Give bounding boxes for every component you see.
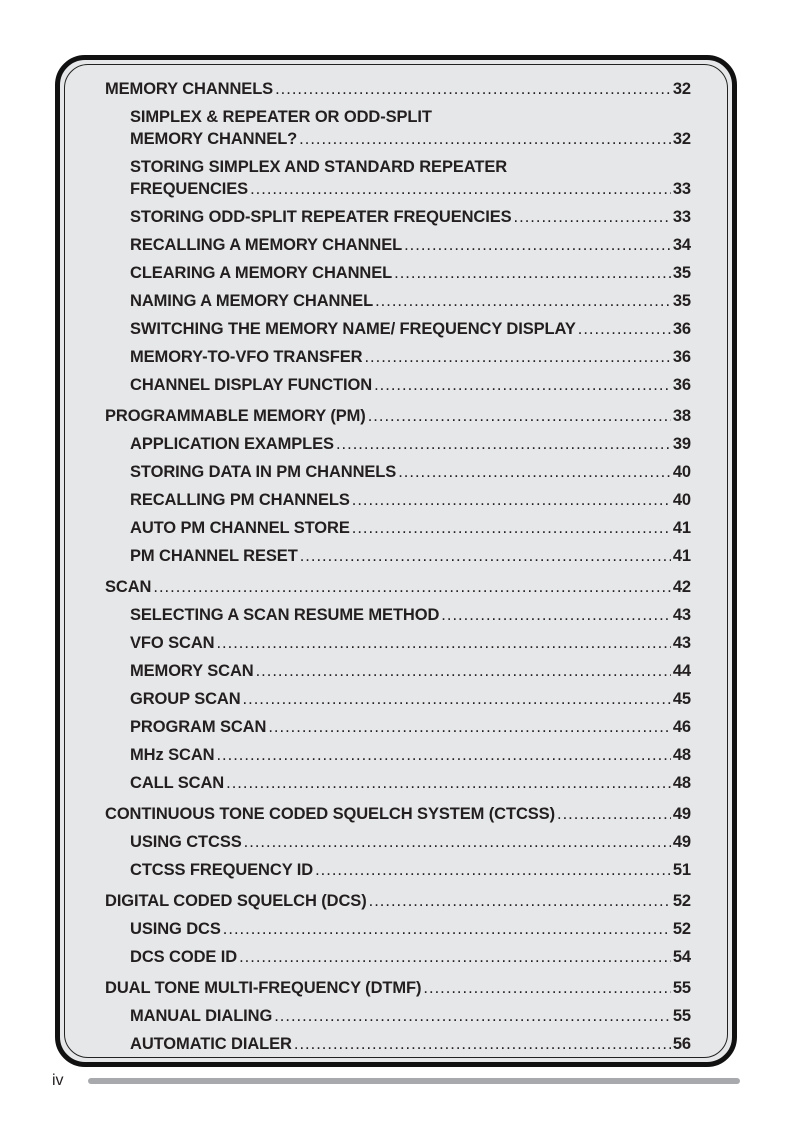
dot-leader	[352, 517, 671, 539]
toc-entry-page: 55	[672, 979, 691, 997]
dot-leader	[398, 461, 671, 483]
toc-entry[interactable]	[105, 800, 691, 828]
toc-entry-title: STORING ODD-SPLIT REPEATER FREQUENCIES	[130, 208, 512, 226]
toc-entry-page: 52	[672, 892, 691, 910]
toc-entry-page: 36	[672, 376, 691, 394]
toc-entry[interactable]	[105, 542, 691, 570]
toc-entry-page: 33	[672, 208, 691, 226]
dot-leader	[244, 831, 671, 853]
dot-leader	[394, 262, 671, 284]
dot-leader	[216, 744, 670, 766]
dot-leader	[274, 1005, 671, 1027]
toc-entry-title: VFO SCAN	[130, 634, 215, 652]
toc-entry-title: USING DCS	[130, 920, 221, 938]
toc-entry-page: 45	[672, 690, 691, 708]
toc-entry-page: 35	[672, 292, 691, 310]
toc-entry-title: CTCSS FREQUENCY ID	[130, 861, 314, 879]
toc-entry-title: SWITCHING THE MEMORY NAME/ FREQUENCY DISPLAY	[130, 320, 576, 338]
toc-entry-page: 34	[672, 236, 691, 254]
toc-entry-page: 49	[672, 805, 691, 823]
toc-entry-page: 41	[672, 519, 691, 537]
dot-leader	[352, 489, 671, 511]
toc-entry-title: APPLICATION EXAMPLES	[130, 435, 334, 453]
dot-leader	[374, 374, 671, 396]
toc-entry-page: 46	[672, 718, 691, 736]
toc-entry[interactable]	[105, 430, 691, 458]
toc-entry-title: FREQUENCIES	[130, 180, 249, 198]
dot-leader	[369, 890, 671, 912]
toc-entry-page: 48	[672, 746, 691, 764]
toc-entry-page: 32	[672, 80, 691, 98]
toc-entry[interactable]	[105, 315, 691, 343]
toc-entry-title: MEMORY CHANNEL?	[130, 130, 298, 148]
toc-entry-title: MEMORY CHANNELS	[105, 80, 274, 98]
toc-entry-title: CHANNEL DISPLAY FUNCTION	[130, 376, 373, 394]
dot-leader	[256, 660, 671, 682]
toc-entry[interactable]	[105, 486, 691, 514]
toc-entry-title: AUTO PM CHANNEL STORE	[130, 519, 350, 537]
toc-entry[interactable]	[105, 343, 691, 371]
toc-entry[interactable]	[105, 974, 691, 1002]
toc-entry[interactable]	[105, 514, 691, 542]
toc-entry[interactable]	[105, 1002, 691, 1030]
toc-entry-title: DUAL TONE MULTI-FREQUENCY (DTMF)	[105, 979, 422, 997]
toc-entry[interactable]	[105, 203, 691, 231]
toc-entry-page: 49	[672, 833, 691, 851]
toc-entry-page: 52	[672, 920, 691, 938]
dot-leader	[294, 1033, 671, 1055]
toc-entry-title: MEMORY SCAN	[130, 662, 254, 680]
dot-leader	[226, 772, 671, 794]
dot-leader	[578, 318, 671, 340]
toc-entry-line[interactable]	[105, 103, 691, 128]
toc-entry-page: 32	[672, 130, 691, 148]
toc-entry[interactable]	[105, 741, 691, 769]
dot-leader	[268, 716, 671, 738]
toc-entry-page: 42	[672, 578, 691, 596]
toc-entry-title: SIMPLEX & REPEATER OR ODD-SPLIT	[130, 108, 432, 126]
toc-entry-title: SCAN	[105, 578, 152, 596]
dot-leader	[300, 545, 671, 567]
dot-leader	[275, 78, 671, 100]
dot-leader	[239, 946, 671, 968]
toc-entry[interactable]	[105, 1030, 691, 1058]
toc-entry-title: MHz SCAN	[130, 746, 215, 764]
toc-entry[interactable]	[105, 128, 691, 153]
toc-entry-title: STORING SIMPLEX AND STANDARD REPEATER	[130, 158, 508, 176]
toc-entry-page: 54	[672, 948, 691, 966]
toc-entry-title: SELECTING A SCAN RESUME METHOD	[130, 606, 440, 624]
dot-leader	[514, 206, 671, 228]
toc-entry-page: 56	[672, 1035, 691, 1053]
dot-leader	[404, 234, 671, 256]
toc-entry-page: 39	[672, 435, 691, 453]
toc-entry-page: 33	[672, 180, 691, 198]
toc-entry[interactable]	[105, 943, 691, 971]
toc-entry-title: CONTINUOUS TONE CODED SQUELCH SYSTEM (CTCSS)	[105, 805, 555, 823]
toc-entry-page: 43	[672, 606, 691, 624]
toc-entry-title: AUTOMATIC DIALER	[130, 1035, 292, 1053]
toc-entry-page: 44	[672, 662, 691, 680]
toc-entry-title: MEMORY-TO-VFO TRANSFER	[130, 348, 363, 366]
toc-entry[interactable]	[105, 371, 691, 399]
toc-entry[interactable]	[105, 573, 691, 601]
toc-entry-title: STORING DATA IN PM CHANNELS	[130, 463, 397, 481]
toc-entry[interactable]	[105, 287, 691, 315]
dot-leader	[375, 290, 671, 312]
dot-leader	[423, 977, 670, 999]
toc-entry-page: 48	[672, 774, 691, 792]
toc-entry[interactable]	[105, 856, 691, 884]
toc-entry[interactable]	[105, 601, 691, 629]
toc-entry[interactable]	[105, 178, 691, 203]
toc-entry-page: 40	[672, 491, 691, 509]
toc-entry-title: DIGITAL CODED SQUELCH (DCS)	[105, 892, 367, 910]
toc-entry-title: GROUP SCAN	[130, 690, 241, 708]
toc-entry[interactable]	[105, 629, 691, 657]
footer-rule	[88, 1078, 740, 1084]
toc-entry[interactable]	[105, 259, 691, 287]
dot-leader	[299, 128, 671, 150]
toc-entry[interactable]	[105, 828, 691, 856]
toc-entry[interactable]	[105, 75, 691, 103]
toc-entry-title: CALL SCAN	[130, 774, 225, 792]
toc-entry-page: 36	[672, 320, 691, 338]
toc-entry[interactable]	[105, 685, 691, 713]
dot-leader	[216, 632, 670, 654]
dot-leader	[223, 918, 671, 940]
page-number: iv	[52, 1072, 64, 1089]
dot-leader	[441, 604, 671, 626]
toc-entry-title: DCS CODE ID	[130, 948, 238, 966]
dot-leader	[336, 433, 671, 455]
toc-entry-title: USING CTCSS	[130, 833, 242, 851]
toc-entry-page: 36	[672, 348, 691, 366]
toc-entry-title: PM CHANNEL RESET	[130, 547, 298, 565]
dot-leader	[153, 576, 670, 598]
toc-entry-title: PROGRAMMABLE MEMORY (PM)	[105, 407, 366, 425]
toc-entry[interactable]	[105, 657, 691, 685]
dot-leader	[368, 405, 671, 427]
dot-leader	[250, 178, 671, 200]
toc-entry[interactable]	[105, 402, 691, 430]
dot-leader	[243, 688, 671, 710]
toc-entry-title: RECALLING A MEMORY CHANNEL	[130, 236, 403, 254]
toc-entry-page: 38	[672, 407, 691, 425]
toc-entry-title: CLEARING A MEMORY CHANNEL	[130, 264, 393, 282]
toc-entry[interactable]	[105, 713, 691, 741]
toc-entry-page: 51	[672, 861, 691, 879]
toc-entry[interactable]	[105, 458, 691, 486]
toc-entry[interactable]	[105, 887, 691, 915]
toc-entry-line[interactable]	[105, 153, 691, 178]
toc-entry-title: PROGRAM SCAN	[130, 718, 267, 736]
table-of-contents	[105, 75, 691, 1058]
dot-leader	[364, 346, 670, 368]
dot-leader	[315, 859, 671, 881]
toc-entry[interactable]	[105, 915, 691, 943]
toc-entry-title: MANUAL DIALING	[130, 1007, 273, 1025]
toc-entry-page: 43	[672, 634, 691, 652]
toc-entry-page: 35	[672, 264, 691, 282]
toc-entry-title: NAMING A MEMORY CHANNEL	[130, 292, 374, 310]
toc-entry[interactable]	[105, 231, 691, 259]
toc-entry-title: RECALLING PM CHANNELS	[130, 491, 350, 509]
toc-entry[interactable]	[105, 769, 691, 797]
toc-entry-page: 41	[672, 547, 691, 565]
toc-entry-page: 55	[672, 1007, 691, 1025]
toc-entry-page: 40	[672, 463, 691, 481]
dot-leader	[557, 803, 671, 825]
